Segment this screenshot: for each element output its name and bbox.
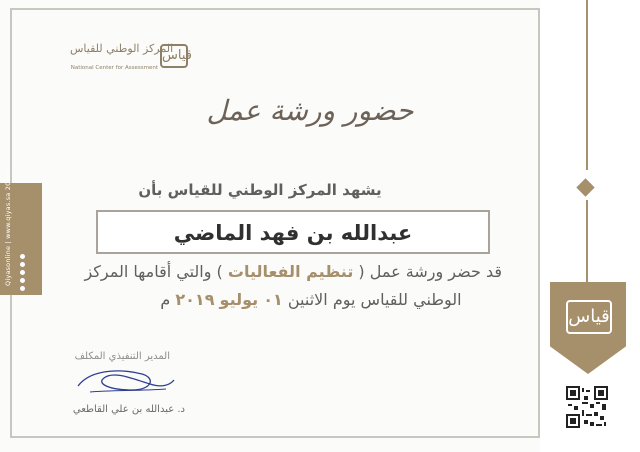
organization-logo (70, 40, 190, 80)
handwritten-signature (70, 360, 180, 400)
side-contact-text: Qiyasonline | www.qiyas.sa 2018 (4, 172, 12, 286)
body-line-2-suffix: م (160, 290, 171, 309)
date-month: يوليو (219, 290, 259, 309)
recipient-name: عبدالله بن فهد الماضي (173, 221, 413, 245)
logo-english-name: National Center for Assessment (70, 65, 158, 71)
qr-code[interactable] (566, 386, 608, 428)
workshop-name: تنظيم الفعاليات (227, 262, 354, 281)
certificate-title: حضور ورشة عمل (206, 94, 414, 127)
body-line-2-prefix: الوطني للقياس يوم الاثنين (287, 290, 462, 309)
signatory-name: د. عبدالله بن علي القاطعي (72, 404, 185, 415)
body-line-1-prefix: قد حضر ورشة عمل ( (358, 262, 502, 281)
social-icons-group (20, 254, 26, 291)
shield-logo-icon: قياس (566, 300, 612, 334)
decorative-line-top (586, 0, 588, 170)
logo-arabic-name: المركز الوطني للقياس (70, 42, 174, 55)
certificate-body-line-1 (84, 262, 502, 281)
decorative-line-middle (586, 200, 588, 282)
linkedin-icon[interactable] (20, 286, 25, 291)
date-day: ٠١ (263, 290, 283, 309)
recipient-name-box (96, 210, 490, 254)
right-decoration-band (540, 0, 640, 452)
facebook-icon[interactable] (20, 254, 25, 259)
twitter-icon[interactable] (20, 262, 25, 267)
date-year: ٢٠١٩ (175, 290, 215, 309)
body-line-1-suffix: ) والتي أقامها المركز (84, 262, 223, 281)
instagram-icon[interactable] (20, 278, 25, 283)
youtube-icon[interactable] (20, 270, 25, 275)
certificate-body-line-2 (120, 290, 502, 309)
logo-mark-icon: قياس (160, 44, 188, 68)
certificate-intro: يشهد المركز الوطني للقياس بأن (138, 181, 382, 199)
signatory-title: المدير التنفيذي المكلف (74, 351, 170, 362)
